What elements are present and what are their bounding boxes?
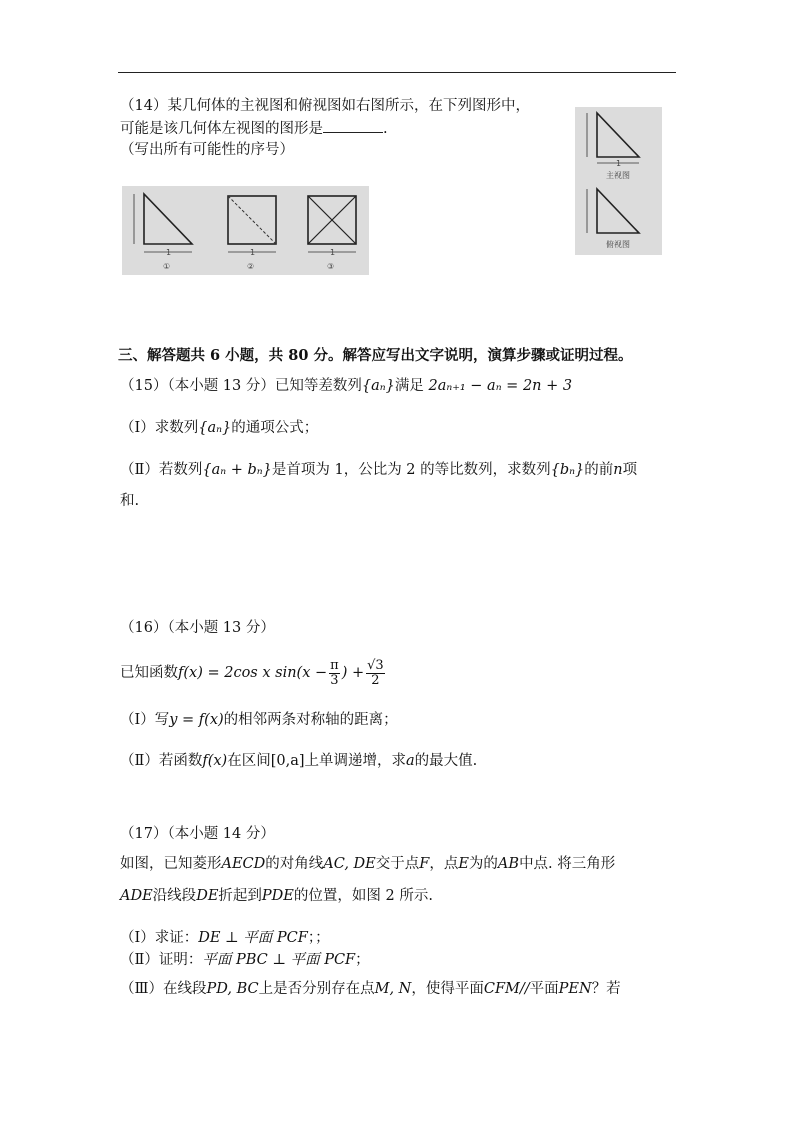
q14-views-figure [575,107,662,255]
section3-heading: 三、解答题共 6 小题，共 80 分。解答应写出文字说明，演算步骤或证明过程。 [118,347,633,364]
q15-formula: 2aₙ₊₁ − aₙ = 2n + 3 [428,378,573,394]
q15-head: （15）（本小题 13 分）已知等差数列{aₙ}满足 2aₙ₊₁ − aₙ = 2n + 3 [120,378,573,394]
option-1-figure [134,194,192,271]
q17-part2: （Ⅱ）证明：平面 PBC ⊥ 平面 PCF； [120,952,370,968]
q17-part1: （Ⅰ）求证：DE ⊥ 平面 PCF；； [120,930,330,946]
q17-head: （17）（本小题 14 分） [120,826,275,842]
option-1-number: ① [163,262,171,271]
front-view-dim: 1 [616,159,622,168]
q14-line1: （14）某几何体的主视图和俯视图如右图所示，在下列图形中， [120,98,530,114]
answer-blank[interactable] [323,118,383,133]
q15-part2-cont: 和. [120,493,140,509]
option-2-dim: 1 [250,248,256,257]
q15-part2: （Ⅱ）若数列{aₙ + bₙ}是首项为 1，公比为 2 的等比数列，求数列{bₙ}的前n项 [120,462,638,478]
q16-part1: （Ⅰ）写y = f(x)的相邻两条对称轴的距离； [120,712,398,728]
option-1-dim: 1 [166,248,172,257]
pi-over-3: $\frac{\pi}{3}$ [330,657,339,688]
q17-line1: 如图，已知菱形AECD的对角线AC, DE交于点F，点E为的AB中点. 将三角形 [120,856,616,872]
q15-part1: （Ⅰ）求数列{aₙ}的通项公式； [120,420,319,436]
q16-function: 已知函数f(x) = 2cos x sin(x − $\frac{\pi}{3}$ ) + $\frac{√3}{2}$ [120,657,384,688]
q17-line2: ADE沿线段DE折起到PDE的位置，如图 2 所示. [120,888,433,904]
q14-line3: （写出所有可能性的序号） [120,142,294,158]
q16-head: （16）（本小题 13 分） [120,620,275,636]
top-view-label: 俯视图 [606,240,630,249]
q16-part2: （Ⅱ）若函数f(x)在区间[0,a]上单调递增，求a的最大值. [120,753,478,769]
option-2-number: ② [247,262,255,271]
q14-line2: 可能是该几何体左视图的图形是 . [120,118,388,139]
front-view-label: 主视图 [606,171,630,180]
option-3-figure [308,196,356,271]
q17-part3: （Ⅲ）在线段PD, BC上是否分别存在点M, N，使得平面CFM//平面PEN？若 [120,981,621,997]
q14-options-figure [122,186,369,275]
option-3-dim: 1 [330,248,336,257]
sqrt3-over-2: $\frac{√3}{2}$ [367,657,384,688]
option-2-figure [228,196,276,271]
header-rule [118,72,676,73]
option-3-number: ③ [327,262,335,271]
